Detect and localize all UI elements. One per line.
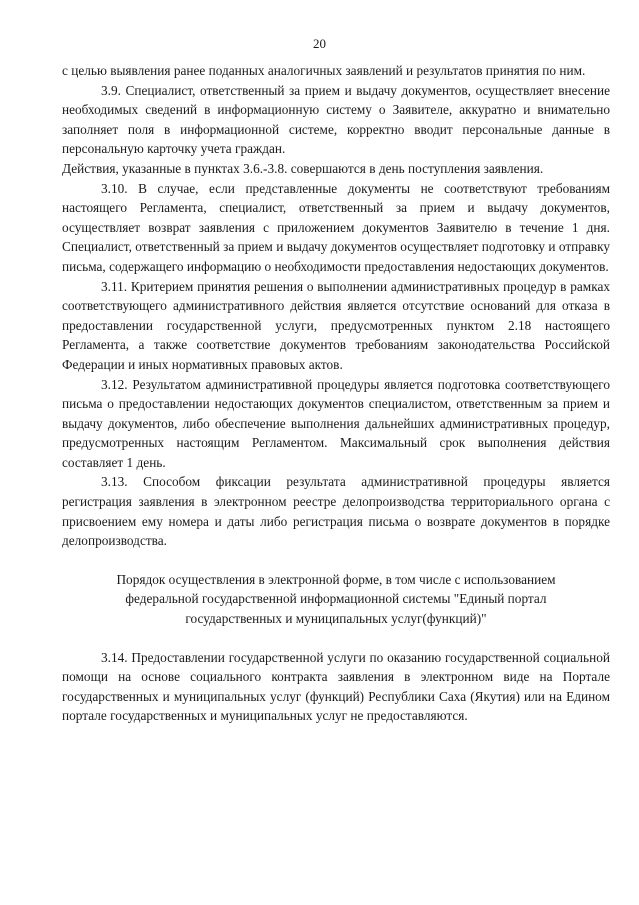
document-body: [62, 61, 610, 726]
paragraph-3-11: 3.11. Критерием принятия решения о выполнении административных процедур в рамках соответствующего административного действия является отсутствие оснований для отказа в предоставлении государственной услуги, предусмотренных пунктом 2.18 настоящего Регламента, а также соответствие документов требованиям законодательства Российской Федерации и иных нормативных правовых актов.: [62, 278, 610, 372]
section-heading-line: Порядок осуществления в электронной форме, в том числе с использованием: [116, 571, 556, 587]
paragraph-3-14: 3.14. Предоставлении государственной услуги по оказанию государственной социальной помощи на основе социального контракта заявления в электронном виде на Портале государственных и муниципальных услуг (функций) Республики Саха (Якутия) или на Едином портале государственных и муниципальных услуг не предоставляются.: [62, 649, 610, 724]
paragraph-3-12: 3.12. Результатом административной процедуры является подготовка соответствующего письма о предоставлении недостающих документов специалистом, ответственным за прием и выдачу документов, либо обеспечение выполнения дальнейших административных процедур, предусмотренных настоящим Регламентом. Максимальный срок выполнения действия составляет 1 день.: [62, 376, 610, 470]
paragraph-3-10: 3.10. В случае, если представленные документы не соответствуют требованиям настоящего Регламента, специалист, ответственный за прием и выдачу документов, осуществляет возврат заявления с приложением документов Заявителю в течение 1 дня. Специалист, ответственный за прием и выдачу документов осуществляет подготовку и отправку письма, содержащего информацию о необходимости предоставления недостающих документов.: [62, 180, 610, 274]
paragraph-3-9: 3.9. Специалист, ответственный за прием и выдачу документов, осуществляет внесение необходимых сведений в информационную систему о Заявителе, аккуратно и внимательно заполняет поля в информационной системе, корректно вводит персональные данные в персональную карточку учета граждан.: [62, 82, 610, 157]
paragraph-continuation: с целью выявления ранее поданных аналогичных заявлений и результатов принятия по ним.: [62, 63, 586, 78]
section-heading: [62, 570, 610, 629]
section-heading-line: государственных и муниципальных услуг(функций)": [185, 611, 487, 627]
paragraph-3-13: 3.13. Способом фиксации результата административной процедуры является регистрация заявления в электронном реестре делопроизводства территориального органа с присвоением ему номера и даты либо регистрация письма о возврате документов в порядке делопроизводства.: [62, 474, 610, 549]
paragraph-actions-note: Действия, указанные в пунктах 3.6.-3.8. совершаются в день поступления заявления.: [62, 160, 544, 176]
page-number: 20: [313, 36, 326, 51]
section-heading-line: федеральной государственной информационной системы "Единый портал: [125, 591, 547, 607]
